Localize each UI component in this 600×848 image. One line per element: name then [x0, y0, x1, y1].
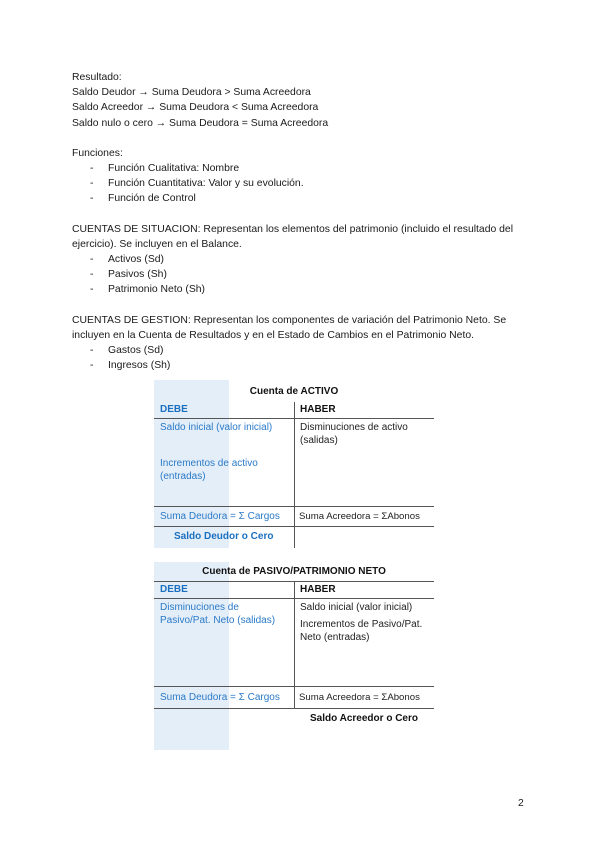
haber-entry: Incrementos de Pasivo/Pat. Neto (entradas) [300, 619, 423, 643]
situacion-list [72, 252, 542, 298]
haber-entry: Saldo inicial (valor inicial) [300, 602, 413, 613]
list-item: - Función Cualitativa: Nombre [72, 161, 542, 176]
resultado-line: Saldo Deudor → Suma Deudora > Suma Acreedora [72, 87, 311, 99]
totals-divider [154, 686, 434, 687]
suma-deudora: Suma Deudora = Σ Cargos [160, 692, 280, 703]
funciones-heading: Funciones: [72, 147, 123, 159]
pasivo-title: Cuenta de PASIVO/PATRIMONIO NETO [202, 566, 386, 577]
haber-header: HABER [300, 404, 336, 415]
debe-entry: Saldo inicial (valor inicial) [160, 422, 273, 433]
list-item: - Función Cuantitativa: Valor y su evolución. [72, 176, 542, 191]
funciones-list [72, 161, 542, 207]
debe-header: DEBE [160, 404, 188, 415]
debe-header: DEBE [160, 584, 188, 595]
list-item: - Patrimonio Neto (Sh) [72, 282, 542, 297]
debe-entry: Disminuciones de Pasivo/Pat. Neto (salidas) [160, 602, 276, 626]
pasivo-t-account [154, 562, 434, 750]
debe-entry: Incrementos de activo (entradas) [160, 458, 258, 482]
saldo-label: Saldo Acreedor o Cero [310, 713, 418, 724]
totals-divider [154, 526, 434, 527]
resultado-section [72, 70, 542, 373]
activo-title: Cuenta de ACTIVO [249, 386, 339, 397]
resultado-line: Saldo nulo o cero → Suma Deudora = Suma Acreedora [72, 117, 329, 129]
activo-t-account [154, 380, 434, 548]
list-item: - Activos (Sd) [72, 252, 542, 267]
list-item: - Pasivos (Sh) [72, 267, 542, 282]
haber-header: HABER [300, 584, 336, 595]
haber-entry: Disminuciones de activo (salidas) [300, 422, 408, 446]
saldo-label: Saldo Deudor o Cero [174, 531, 274, 542]
list-item: - Gastos (Sd) [72, 343, 542, 358]
gestion-list [72, 343, 542, 373]
suma-acreedora: Suma Acreedora = ΣAbonos [299, 692, 420, 703]
page-number: 2 [518, 798, 524, 809]
list-item: - Función de Control [72, 191, 542, 206]
resultado-heading: Resultado: [72, 72, 122, 83]
list-item: - Ingresos (Sh) [72, 358, 542, 373]
t-divider [294, 582, 295, 708]
situacion-paragraph: CUENTAS DE SITUACION: Representan los elementos del patrimonio (incluido el resultado del ejercicio). Se incluyen en el Balance. [72, 223, 514, 250]
resultado-line: Saldo Acreedor → Suma Deudora < Suma Acreedora [72, 102, 319, 114]
totals-divider [154, 708, 434, 709]
suma-acreedora: Suma Acreedora = ΣAbonos [299, 511, 420, 522]
totals-divider [154, 506, 434, 507]
gestion-paragraph: CUENTAS DE GESTION: Representan los componentes de variación del Patrimonio Neto. Se incluyen en la Cuenta de Resultados y en el Estado de Cambios en el Patrimonio Neto. [72, 314, 507, 341]
suma-deudora: Suma Deudora = Σ Cargos [160, 511, 280, 522]
